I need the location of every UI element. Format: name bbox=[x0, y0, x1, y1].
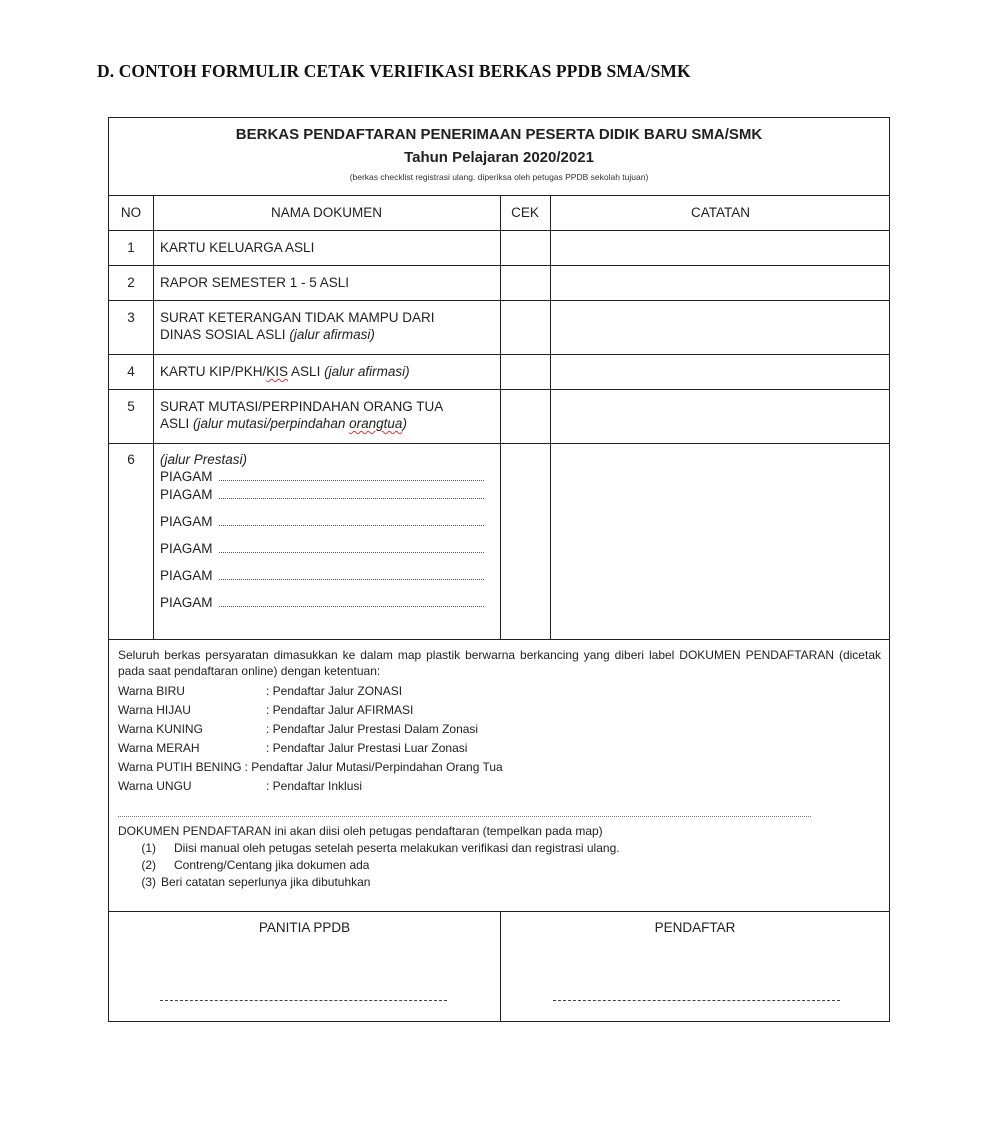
notes-cell[interactable] bbox=[551, 355, 890, 389]
notes-cell[interactable] bbox=[551, 444, 890, 639]
column-header-no: NO bbox=[120, 205, 142, 220]
notes-cell[interactable] bbox=[551, 231, 890, 265]
piagam-entry[interactable]: PIAGAM bbox=[160, 486, 484, 513]
signature-line-registrant[interactable] bbox=[553, 1000, 840, 1001]
notes-cell[interactable] bbox=[551, 266, 890, 300]
spellcheck-word: KIS bbox=[266, 364, 289, 379]
signature-label-committee: PANITIA PPDB bbox=[258, 920, 351, 935]
instruction-step: (2) Contreng/Centang jika dokumen ada bbox=[141, 858, 370, 872]
instruction-step: (1) Diisi manual oleh petugas setelah peserta melakukan verifikasi dan registrasi ulang. bbox=[141, 841, 620, 855]
divider bbox=[109, 911, 889, 912]
color-legend-item: Warna UNGU : Pendaftar Inklusi bbox=[118, 778, 363, 793]
row-number: 5 bbox=[127, 399, 135, 414]
instructions-intro: Seluruh berkas persyaratan dimasukkan ke dalam map plastik berwarna berkancing yang diberi label DOKUMEN PENDAFTARAN (dicetak pada saat pendaftaran online) dengan ketentuan: bbox=[118, 648, 881, 678]
piagam-entry[interactable]: PIAGAM bbox=[160, 540, 484, 567]
check-cell[interactable] bbox=[501, 444, 550, 639]
form-subtitle: (berkas checklist registrasi ulang. diperiksa oleh petugas PPDB sekolah tujuan) bbox=[349, 172, 649, 182]
dotted-separator bbox=[118, 816, 811, 817]
document-name-line1: SURAT KETERANGAN TIDAK MAMPU DARI bbox=[160, 310, 435, 325]
check-cell[interactable] bbox=[501, 355, 550, 389]
column-header-name: NAMA DOKUMEN bbox=[270, 205, 382, 220]
document-note: DOKUMEN PENDAFTARAN ini akan diisi oleh petugas pendaftaran (tempelkan pada map) bbox=[118, 824, 603, 838]
check-cell[interactable] bbox=[501, 231, 550, 265]
spellcheck-word: orangtua bbox=[349, 416, 403, 431]
route-note: (jalur afirmasi) bbox=[324, 364, 410, 379]
document-name bbox=[160, 398, 443, 432]
color-legend-item: Warna BIRU : Pendaftar Jalur ZONASI bbox=[118, 683, 403, 698]
document-name: RAPOR SEMESTER 1 - 5 ASLI bbox=[160, 275, 350, 290]
document-note-block bbox=[118, 823, 620, 891]
color-legend bbox=[118, 681, 881, 795]
fill-line bbox=[219, 469, 484, 481]
document-name-line2: ASLI (jalur mutasi/perpindahan orangtua) bbox=[160, 416, 407, 431]
form-year: Tahun Pelajaran 2020/2021 bbox=[404, 149, 594, 166]
fill-line bbox=[219, 595, 484, 607]
notes-cell[interactable] bbox=[551, 301, 890, 354]
fill-line bbox=[219, 487, 484, 499]
route-note: (jalur afirmasi) bbox=[289, 327, 375, 342]
piagam-entry[interactable]: PIAGAM bbox=[160, 567, 484, 594]
signature-line-committee[interactable] bbox=[160, 1000, 447, 1001]
row-number: 2 bbox=[127, 275, 135, 290]
instructions-block bbox=[118, 647, 881, 795]
form-title: BERKAS PENDAFTARAN PENERIMAAN PESERTA DIDIK BARU SMA/SMK bbox=[235, 126, 763, 143]
color-legend-item: Warna KUNING : Pendaftar Jalur Prestasi Dalam Zonasi bbox=[118, 721, 479, 736]
column-header-notes: CATATAN bbox=[691, 205, 750, 220]
row-number: 3 bbox=[127, 310, 135, 325]
divider bbox=[109, 195, 889, 196]
route-note: (jalur Prestasi) bbox=[160, 452, 248, 467]
section-title: D. CONTOH FORMULIR CETAK VERIFIKASI BERKAS PPDB SMA/SMK bbox=[97, 61, 691, 81]
color-legend-item: Warna PUTIH BENING : Pendaftar Jalur Mutasi/Perpindahan Orang Tua bbox=[118, 759, 503, 774]
document-name bbox=[160, 451, 484, 621]
column-divider bbox=[153, 195, 154, 639]
row-number: 4 bbox=[127, 364, 135, 379]
fill-line bbox=[219, 568, 484, 580]
document-name: KARTU KIP/PKH/KIS ASLI (jalur afirmasi) bbox=[160, 364, 410, 379]
route-note: (jalur mutasi/perpindahan orangtua) bbox=[193, 416, 407, 431]
divider bbox=[109, 639, 889, 640]
fill-line bbox=[219, 541, 484, 553]
column-header-check: CEK bbox=[511, 205, 539, 220]
color-legend-item: Warna MERAH : Pendaftar Jalur Prestasi Luar Zonasi bbox=[118, 740, 468, 755]
check-cell[interactable] bbox=[501, 266, 550, 300]
check-cell[interactable] bbox=[501, 390, 550, 443]
instruction-step: (3) Beri catatan seperlunya jika dibutuhkan bbox=[141, 875, 371, 889]
notes-cell[interactable] bbox=[551, 390, 890, 443]
piagam-entry[interactable]: PIAGAM bbox=[160, 513, 484, 540]
fill-line bbox=[219, 514, 484, 526]
check-cell[interactable] bbox=[501, 301, 550, 354]
document-name-line1: SURAT MUTASI/PERPINDAHAN ORANG TUA bbox=[160, 399, 444, 414]
signature-label-registrant: PENDAFTAR bbox=[654, 920, 736, 935]
row-number: 6 bbox=[127, 452, 135, 467]
piagam-entry[interactable]: PIAGAM bbox=[160, 594, 484, 621]
color-legend-item: Warna HIJAU : Pendaftar Jalur AFIRMASI bbox=[118, 702, 414, 717]
piagam-entry[interactable]: PIAGAM bbox=[160, 468, 484, 486]
row-number: 1 bbox=[127, 240, 135, 255]
document-name: KARTU KELUARGA ASLI bbox=[160, 240, 315, 255]
document-name bbox=[160, 309, 435, 343]
document-name-line2: DINAS SOSIAL ASLI (jalur afirmasi) bbox=[160, 327, 375, 342]
verification-form bbox=[108, 117, 890, 1022]
